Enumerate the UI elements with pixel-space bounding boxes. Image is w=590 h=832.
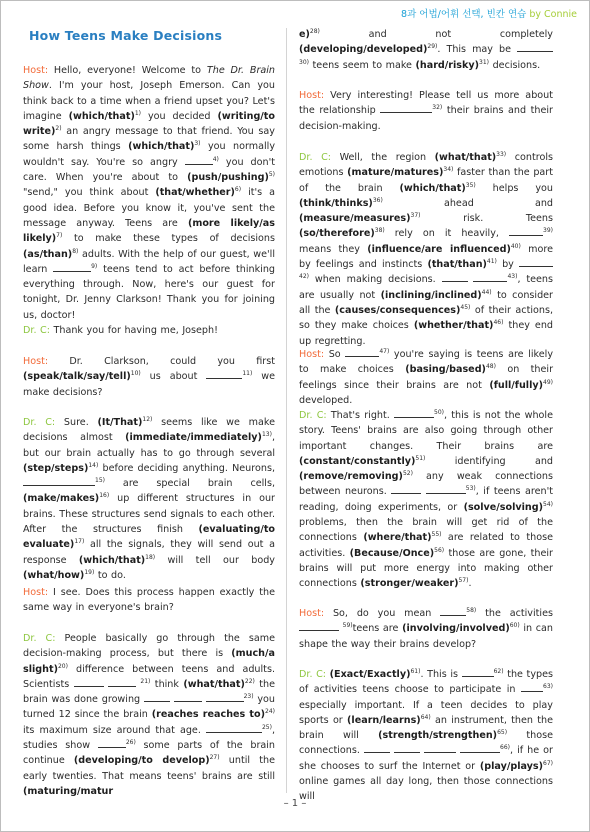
header-author: by Connie [529,9,577,20]
paragraph: Host: Hello, everyone! Welcome to The Dr. Brain Show. I'm your host, Joseph Emerson. Can you think back to a time when a friend upset you? Let's imagine (which/that)$^{1)}$ you decided (writing/to write)$^{2)}$ an angry message to that friend. You say some harsh things (which/that)$^{3)}$ you normally wouldn't say. You're so angry $^{4)}$ you don't care. When you're about to (push/pushing)$^{5)}$ "send," you think about (that/whether)$^{6)}$ it's a good idea. Before you know it, you've sent the message anyway. Teens are (more likely/as likely)$^{7)}$ to make these types of decisions (as/than)$^{8)}$ adults. With the help of our guest, we'll learn $^{9)}$ teens tend to act before thinking everything through. Now, here's our guest for tonight, Dr. Jenny Clarkson! Thank you for joining us, doctor! [23,65,276,321]
paragraph: Host: Very interesting! Please tell us more about the relationship $^{32)}$ their brains and their decision-making. [299,90,553,132]
paragraph: Dr. C: Sure. (It/That)$^{12)}$ seems like we make decisions almost (immediate/immediately)$^{13)}$, but our brain actually has to go through several (step/steps)$^{14)}$ before deciding anything. Neurons, $^{15)}$ are special brain cells, (make/makes)$^{16)}$ up different structures in our brains. These structures send signals to each other. After the structures finish (evaluating/to evaluate)$^{17)}$ all the signals, they will send out a response (which/that)$^{18)}$ will tell our body (what/how)$^{19)}$ to do. [23,415,275,581]
column-divider [286,28,287,793]
header-title: 8과 어법/어휘 선택, 빈칸 연습 [401,9,530,20]
paragraph: Host: I see. Does this process happen exactly the same way in everyone's brain? [23,587,275,614]
paragraph: Dr. C: (Exact/Exactly)$^{61)}$. This is $^{62)}$ the types of activities teens choose to participate in $^{63)}$ especially important. If a teen decides to play sports or (learn/learns)$^{64)}$ an instrument, then the brain will (strength/strengthen)$^{65)}$ those connections. $^{66)}$, if he or she chooses to surf the Internet or (play/plays)$^{67)}$ online games all day long, then those connections will [299,667,554,803]
page-title: How Teens Make Decisions [29,28,223,43]
paragraph: Dr. C: That's right. $^{50)}$, this is not the whole story. Teens' brains are also going through other important changes. Their brains are (constant/constantly)$^{51)}$ identifying and (remove/removing)$^{52)}$ any weak connections between neurons. $^{53)}$, if teens aren't reading, doing experiments, or (solve/solving)$^{54)}$ problems, then the brain will get rid of the connections (where/that)$^{55)}$ are related to those activities. (Because/Once)$^{56)}$ those are gone, their brains will put more energy into making other connections (stronger/weaker)$^{57)}$. [299,408,553,590]
paragraph: Dr. C: Thank you for having me, Joseph! [23,325,218,336]
paragraph: Host: Dr. Clarkson, could you first (speak/talk/say/tell)$^{10)}$ us about $^{11)}$ we make decisions? [23,356,275,398]
paragraph: Host: So, do you mean $^{58)}$ the activities $^{59)}$teens are (involving/involved)$^{60)}$ in can shape the way their brains develop? [299,606,553,650]
paragraph: Dr. C: People basically go through the same decision-making process, but there is (much/a slight)$^{20)}$ difference between teens and adults. Scientists $^{21)}$ think (what/that)$^{22)}$ the brain was done growing $^{23)}$ you turned 12 since the brain (reaches reaches to)$^{24)}$ its maximum size around that age. $^{25)}$, studies show $^{26)}$ some parts of the brain continue (developing/to develop)$^{27)}$ until the early twenties. That means teens' brains are still (maturing/matur [23,633,276,797]
paragraph: Dr. C: Well, the region (what/that)$^{33)}$ controls emotions (mature/matures)$^{34)}$ faster than the part of the brain (which/that)$^{35)}$ helps you (think/thinks)$^{36)}$ ahead and (measure/measures)$^{37)}$ risk. Teens (so/therefore)$^{38)}$ rely on it heavily, $^{39)}$ means they (influence/are influenced)$^{40)}$ more by feelings and instincts (that/than)$^{41)}$ by $^{42)}$ when making decisions. $^{43)}$, teens are usually not (inclining/inclined)$^{44)}$ to consider all the (causes/consequences)$^{45)}$ of their actions, so they make choices (whether/that)$^{46)}$ they end up regretting. [299,150,553,347]
paragraph: e)$^{28)}$ and not completely (developing/developed)$^{29)}$. This may be $^{30)}$ teens seem to make (hard/risky)$^{31)}$ decisions. [299,27,553,71]
page-header [401,6,577,20]
page-number: – 1 – [283,798,307,809]
paragraph: Host: So $^{47)}$ you're saying is teens are likely to make choices (basing/based)$^{48)}$ on their feelings since their brains are not (full/fully)$^{49)}$ developed. [299,347,554,406]
